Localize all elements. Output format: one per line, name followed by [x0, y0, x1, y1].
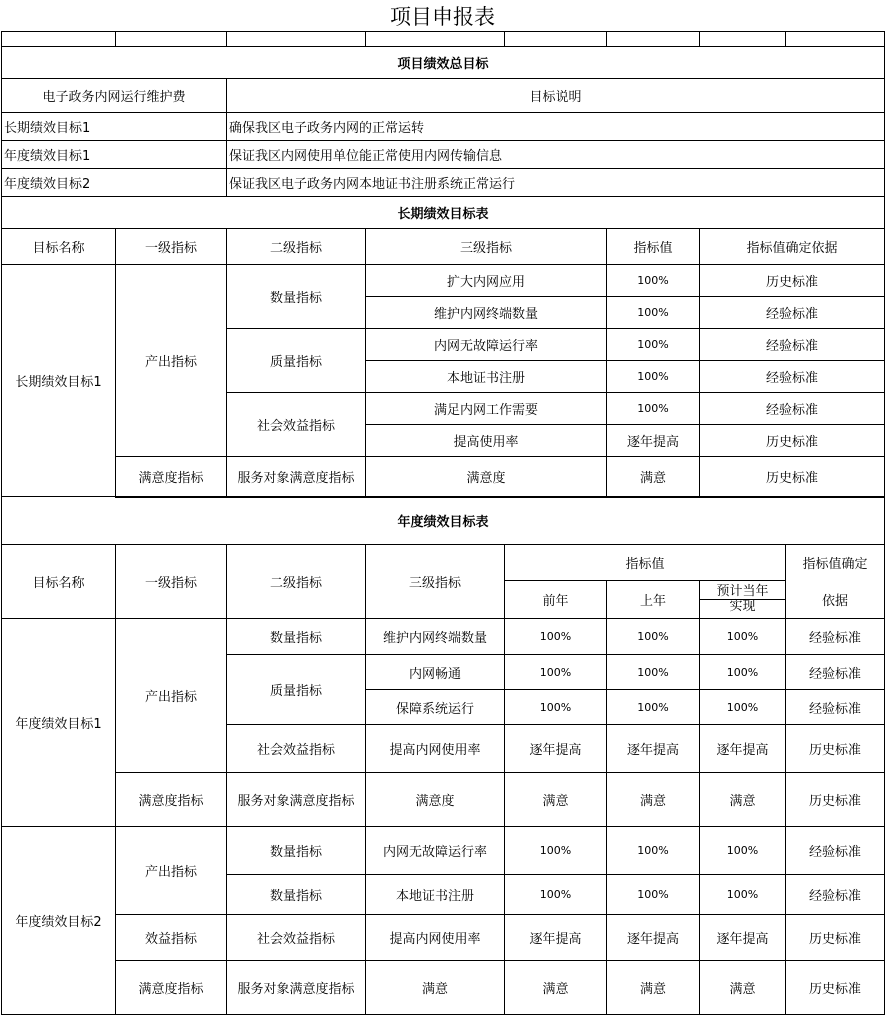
- g1-last: 满意: [607, 773, 700, 827]
- lt-goal-name: 长期绩效目标1: [2, 265, 116, 497]
- g1-prev: 逐年提高: [505, 725, 607, 773]
- lt-l2-quantity: 数量指标: [227, 265, 366, 329]
- g2-l3: 提高内网使用率: [366, 915, 505, 961]
- a-header-last-year: 上年: [607, 581, 700, 619]
- g1-prev: 100%: [505, 690, 607, 725]
- g1-l3: 提高内网使用率: [366, 725, 505, 773]
- a-header-expected: [700, 581, 786, 619]
- overall-section-title: 项目绩效总目标: [2, 47, 885, 79]
- g2-expected: 100%: [700, 875, 786, 915]
- g2-l3: 满意: [366, 961, 505, 1015]
- g2-basis: 经验标准: [786, 827, 885, 875]
- g1-l3: 保障系统运行: [366, 690, 505, 725]
- g1-basis: 历史标准: [786, 773, 885, 827]
- overall-row: [2, 169, 885, 197]
- lt-l3: 维护内网终端数量: [366, 297, 607, 329]
- goal-label: 年度绩效目标1: [2, 141, 227, 169]
- header-l2: 二级指标: [227, 229, 366, 265]
- lt-l3: 满足内网工作需要: [366, 393, 607, 425]
- g2-expected: 满意: [700, 961, 786, 1015]
- lt-l2-quality: 质量指标: [227, 329, 366, 393]
- a-header-l3: 三级指标: [366, 545, 505, 619]
- g2-l3: 内网无故障运行率: [366, 827, 505, 875]
- a-header-goal: 目标名称: [2, 545, 116, 619]
- table-row: [2, 915, 885, 961]
- g1-basis: 经验标准: [786, 655, 885, 690]
- lt-value: 逐年提高: [607, 425, 700, 457]
- g1-basis: 经验标准: [786, 619, 885, 655]
- g2-basis: 历史标准: [786, 961, 885, 1015]
- g2-l1-satisfaction: 满意度指标: [116, 961, 227, 1015]
- lt-value: 100%: [607, 265, 700, 297]
- long-term-header-row: [2, 229, 885, 265]
- lt-l3: 内网无故障运行率: [366, 329, 607, 361]
- lt-l1-output: 产出指标: [116, 265, 227, 457]
- header-goal: 目标名称: [2, 229, 116, 265]
- g1-last: 逐年提高: [607, 725, 700, 773]
- g2-l2-quantity: 数量指标: [227, 827, 366, 875]
- g1-expected: 100%: [700, 690, 786, 725]
- a-header-basis-2: 依据: [786, 581, 885, 619]
- project-name: 电子政务内网运行维护费: [2, 79, 227, 113]
- header-basis: 指标值确定依据: [700, 229, 885, 265]
- table-row: [2, 961, 885, 1015]
- a-header-expected-line1: 预计当年: [716, 584, 769, 599]
- a-header-expected-line2: 实现: [700, 599, 785, 614]
- g2-l2-quantity-2: 数量指标: [227, 875, 366, 915]
- table-row: [2, 773, 885, 827]
- g1-last: 100%: [607, 690, 700, 725]
- header-value: 指标值: [607, 229, 700, 265]
- lt-basis: 历史标准: [700, 457, 885, 497]
- lt-value: 100%: [607, 361, 700, 393]
- g1-prev: 满意: [505, 773, 607, 827]
- g2-basis: 经验标准: [786, 875, 885, 915]
- g2-prev: 满意: [505, 961, 607, 1015]
- g1-prev: 100%: [505, 655, 607, 690]
- lt-value: 100%: [607, 297, 700, 329]
- g2-basis: 历史标准: [786, 915, 885, 961]
- header-l1: 一级指标: [116, 229, 227, 265]
- g1-l1-output: 产出指标: [116, 619, 227, 773]
- overall-row: [2, 113, 885, 141]
- g1-basis: 历史标准: [786, 725, 885, 773]
- lt-value: 100%: [607, 329, 700, 361]
- report-sheet: [1, 0, 884, 1015]
- g2-l3: 本地证书注册: [366, 875, 505, 915]
- goal-text: 保证我区内网使用单位能正常使用内网传输信息: [227, 141, 885, 169]
- g1-expected: 100%: [700, 655, 786, 690]
- desc-header: 目标说明: [227, 79, 885, 113]
- a-header-l2: 二级指标: [227, 545, 366, 619]
- annual-header-row: [2, 545, 885, 581]
- lt-l3: 本地证书注册: [366, 361, 607, 393]
- g1-l3: 满意度: [366, 773, 505, 827]
- g1-l2-service: 服务对象满意度指标: [227, 773, 366, 827]
- g1-l2-social: 社会效益指标: [227, 725, 366, 773]
- g2-l1-output: 产出指标: [116, 827, 227, 915]
- a-header-value: 指标值: [505, 545, 786, 581]
- table-row: [2, 827, 885, 875]
- g1-expected: 逐年提高: [700, 725, 786, 773]
- lt-basis: 历史标准: [700, 265, 885, 297]
- page-title: 项目申报表: [390, 5, 495, 29]
- a-header-basis: 指标值确定: [786, 545, 885, 581]
- lt-l3: 扩大内网应用: [366, 265, 607, 297]
- g2-l1-benefit: 效益指标: [116, 915, 227, 961]
- g1-last: 100%: [607, 619, 700, 655]
- lt-basis: 历史标准: [700, 425, 885, 457]
- g1-l2-quality: 质量指标: [227, 655, 366, 725]
- g2-last: 逐年提高: [607, 915, 700, 961]
- g2-prev: 逐年提高: [505, 915, 607, 961]
- lt-basis: 经验标准: [700, 393, 885, 425]
- g2-expected: 逐年提高: [700, 915, 786, 961]
- g1-l3: 内网畅通: [366, 655, 505, 690]
- lt-basis: 经验标准: [700, 361, 885, 393]
- g2-l2-service: 服务对象满意度指标: [227, 961, 366, 1015]
- table-row: [2, 619, 885, 655]
- lt-l2-social: 社会效益指标: [227, 393, 366, 457]
- long-term-section-title: 长期绩效目标表: [2, 197, 885, 229]
- annual-section-title: 年度绩效目标表: [2, 497, 885, 545]
- g1-last: 100%: [607, 655, 700, 690]
- lt-l2-service: 服务对象满意度指标: [227, 457, 366, 497]
- g2-last: 100%: [607, 875, 700, 915]
- g1-l2-quantity: 数量指标: [227, 619, 366, 655]
- lt-basis: 经验标准: [700, 329, 885, 361]
- lt-value: 满意: [607, 457, 700, 497]
- lt-value: 100%: [607, 393, 700, 425]
- a-header-l1: 一级指标: [116, 545, 227, 619]
- g1-l1-satisfaction: 满意度指标: [116, 773, 227, 827]
- lt-basis: 经验标准: [700, 297, 885, 329]
- g1-basis: 经验标准: [786, 690, 885, 725]
- table-row: [2, 457, 885, 497]
- lt-l3: 提高使用率: [366, 425, 607, 457]
- lt-l3: 满意度: [366, 457, 607, 497]
- overall-row: [2, 141, 885, 169]
- g2-l2-social: 社会效益指标: [227, 915, 366, 961]
- goal-text: 确保我区电子政务内网的正常运转: [227, 113, 885, 141]
- g1-prev: 100%: [505, 619, 607, 655]
- table-row: [2, 265, 885, 297]
- g2-last: 满意: [607, 961, 700, 1015]
- g1-l3: 维护内网终端数量: [366, 619, 505, 655]
- g2-prev: 100%: [505, 827, 607, 875]
- goal-text: 保证我区电子政务内网本地证书注册系统正常运行: [227, 169, 885, 197]
- lt-l1-satisfaction: 满意度指标: [116, 457, 227, 497]
- g2-last: 100%: [607, 827, 700, 875]
- report-table: [1, 31, 885, 1015]
- g1-expected: 100%: [700, 619, 786, 655]
- g2-prev: 100%: [505, 875, 607, 915]
- a-header-prev-year: 前年: [505, 581, 607, 619]
- goal-label: 长期绩效目标1: [2, 113, 227, 141]
- header-l3: 三级指标: [366, 229, 607, 265]
- g1-name: 年度绩效目标1: [2, 619, 116, 827]
- g2-name: 年度绩效目标2: [2, 827, 116, 1015]
- spacer-row: [2, 32, 885, 47]
- g2-expected: 100%: [700, 827, 786, 875]
- goal-label: 年度绩效目标2: [2, 169, 227, 197]
- g1-expected: 满意: [700, 773, 786, 827]
